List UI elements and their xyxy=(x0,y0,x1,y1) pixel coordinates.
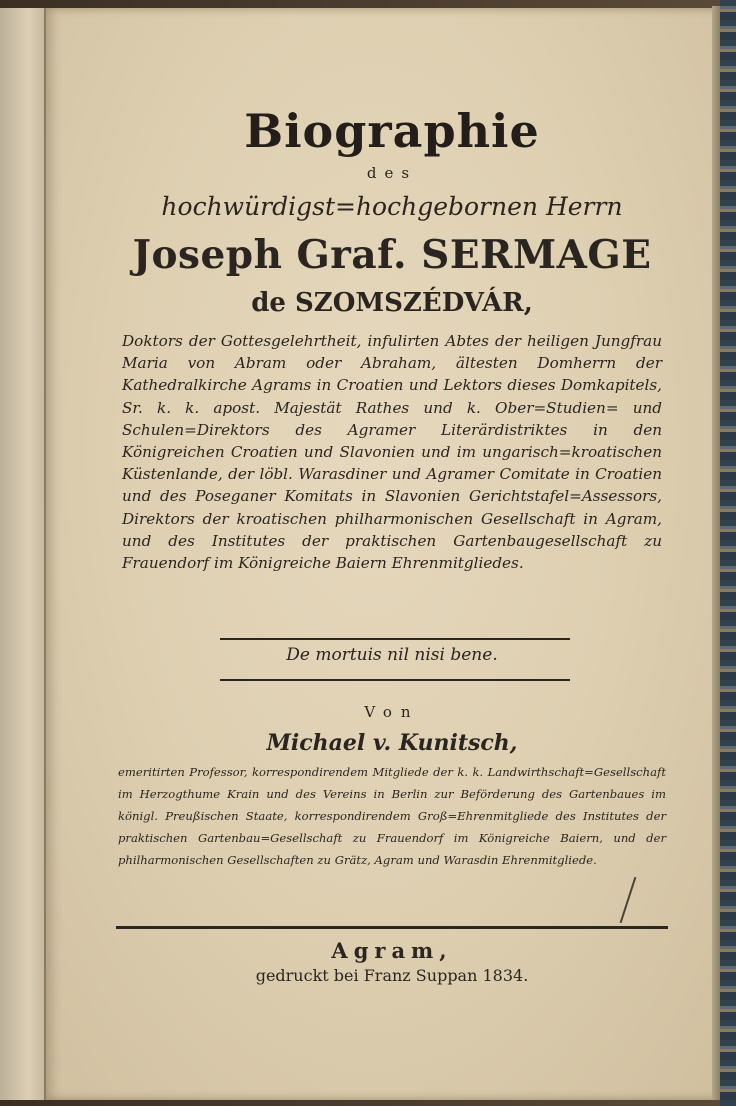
lower-divider xyxy=(220,679,570,681)
subject-name: Joseph Graf. SERMAGE xyxy=(132,232,652,278)
honorific-line: hochwürdigst=hochgebornen Herrn xyxy=(161,192,623,221)
imprint-divider xyxy=(116,926,668,929)
des-line: des xyxy=(366,164,418,182)
imprint-printer: gedruckt bei Franz Suppan 1834. xyxy=(255,966,529,985)
page-block-edge xyxy=(712,6,720,1100)
subject-estate: de SZOMSZÉDVÁR, xyxy=(251,288,533,318)
title-page xyxy=(46,8,724,1100)
cover-edge xyxy=(720,0,736,1106)
left-page-edge xyxy=(0,8,46,1100)
subject-description: Doktors der Gottesgelehrtheit, infulirten Abtes der heiligen Jungfrau Maria von Abram oder Abraham, ältesten Domherrn der Kathedralkirche Agrams in Croatien und Lektors dieses Domkapitels, Sr. k. k. apost. Majestät Rathes und k. Ober=Studien= und Schulen=Direktors des Agramer Literärdistriktes in den Königreichen Croatien und Slavonien und im ungarisch=kroatischen Küstenlande, der löbl. Warasdiner und Agramer Comitate in Croatien und des Poseganer Komitats in Slavonien Gerichtstafel=Assessors, Direktors der kroatischen philharmonischen Gesellschaft in Agram, und des Institutes der praktischen Gartenbaugesellschaft zu Frauendorf im Königreiche Baiern Ehrenmitgliedes. xyxy=(122,332,662,573)
by-line: Von xyxy=(364,703,420,721)
upper-divider xyxy=(220,638,570,640)
imprint-place: Agram, xyxy=(331,938,453,963)
pencil-mark xyxy=(620,877,637,923)
author-description: emeritirten Professor, korrespondirendem Mitgliede der k. k. Landwirthschaft=Gesellschaft im Herzogthume Krain und des Vereins in Berlin zur Beförderung des Gartenbaues im königl. Preußischen Staate, korrespondirendem Groß=Ehrenmitgliede des Institutes der praktischen Gartenbau=Gesellschaft zu Frauendorf im Königreiche Baiern, und der philharmonischen Gesellschaften zu Grätz, Agram und Warasdin Ehrenmitgliede. xyxy=(118,765,666,867)
author-name: Michael v. Kunitsch, xyxy=(266,730,518,756)
motto: De mortuis nil nisi bene. xyxy=(286,645,498,665)
book-title: Biographie xyxy=(244,104,540,158)
